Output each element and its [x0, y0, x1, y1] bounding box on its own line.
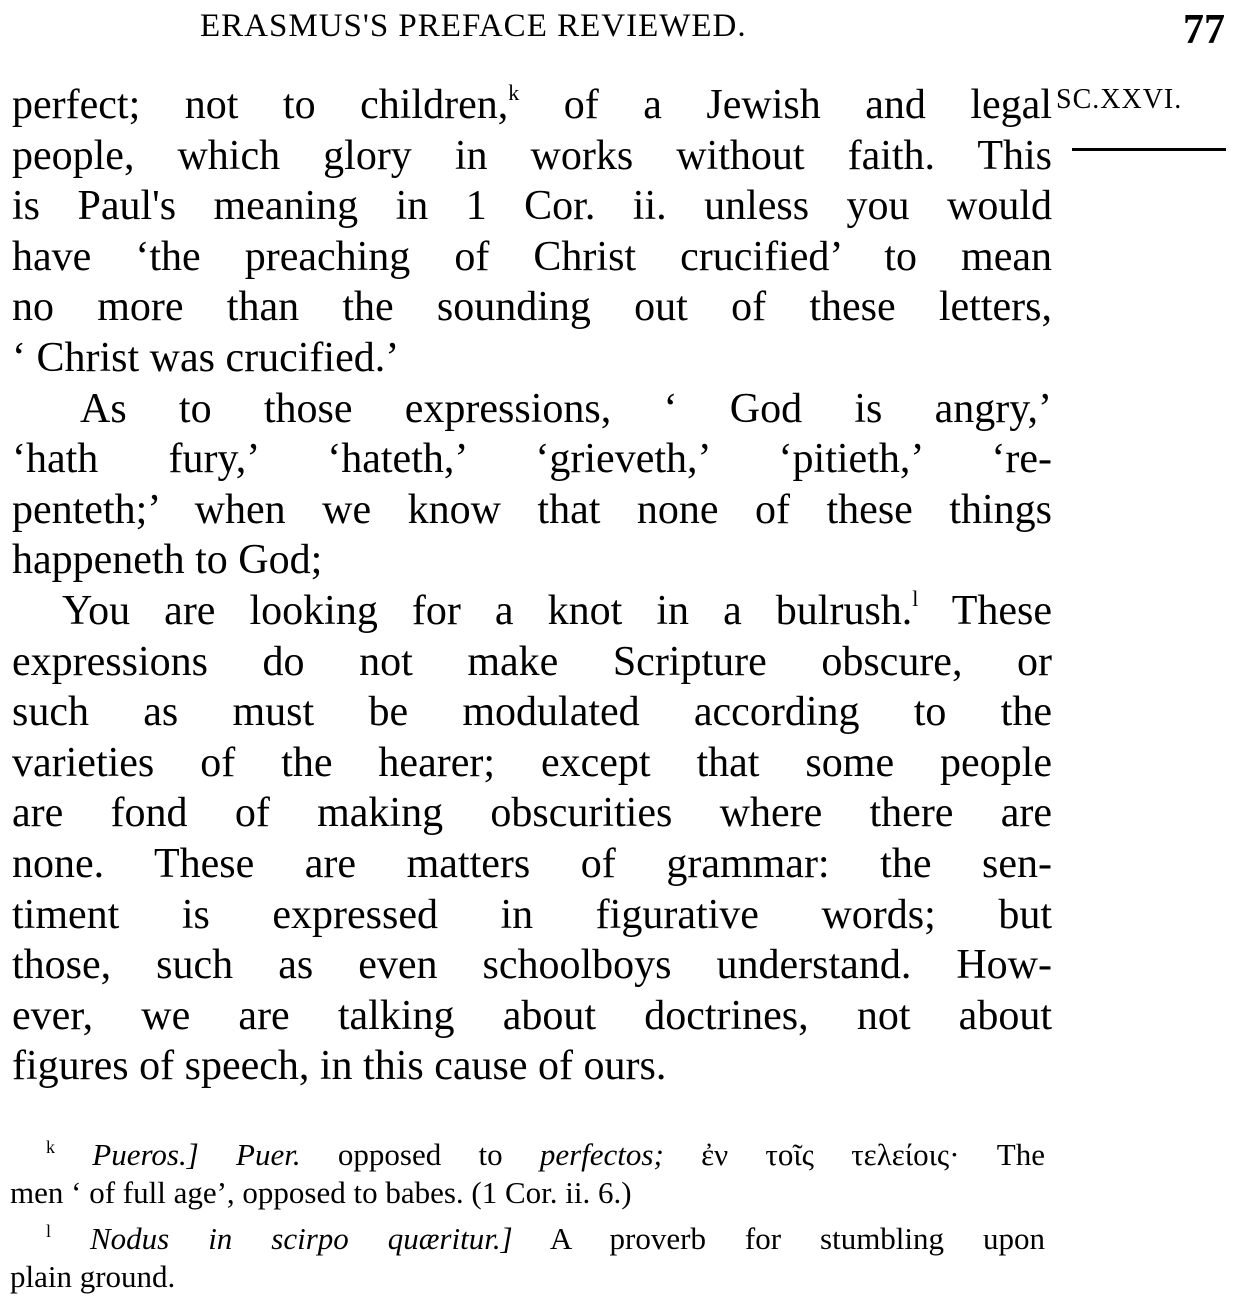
footnote-ref-l: l	[912, 585, 919, 611]
text-line	[12, 586, 1052, 637]
text-line: expressions do not make Scripture obscure, or	[12, 638, 1052, 685]
text-segment: of a Jewish and legal	[519, 82, 1052, 128]
footnote-italic: perfectos;	[539, 1137, 664, 1172]
text-line: ‘hath fury,’ ‘hateth,’ ‘grieveth,’ ‘pitieth,’ ‘re-	[12, 436, 1052, 483]
footnote-l	[10, 1220, 1045, 1258]
footnote-lemma: Puer.	[236, 1137, 301, 1172]
text-line: have ‘the preaching of Christ crucified’ to mean	[12, 233, 1052, 280]
footnote-greek: ἐν τοῖς τελείοις·	[663, 1137, 960, 1172]
footnote-ref-k: k	[508, 80, 520, 105]
text-line: ever, we are talking about doctrines, not about	[12, 992, 1052, 1039]
footnote-text: The	[959, 1137, 1045, 1172]
running-title: ERASMUS'S PREFACE REVIEWED.	[200, 8, 747, 44]
text-segment: You are looking for a knot in a bulrush.	[62, 587, 913, 634]
footnotes	[10, 1136, 1045, 1296]
text-line: varieties of the hearer; except that some people	[12, 739, 1052, 786]
footnote-lemma: Pueros.]	[92, 1137, 199, 1172]
text-line: no more than the sounding out of these letters,	[12, 284, 1052, 331]
text-line: penteth;’ when we know that none of these things	[12, 486, 1052, 533]
footnote-text: A proverb for stumbling upon	[512, 1221, 1045, 1256]
section-side-note: SC.XXVI.	[1056, 84, 1183, 115]
footnote-mark: k	[46, 1137, 55, 1157]
text-line: such as must be modulated according to the	[12, 689, 1052, 736]
text-line: people, which glory in works without faith. This	[12, 132, 1052, 179]
text-segment: These	[918, 587, 1053, 634]
text-line: is Paul's meaning in 1 Cor. ii. unless you would	[12, 183, 1052, 230]
page-number: 77	[1183, 7, 1225, 53]
footnote-mark: l	[46, 1221, 52, 1241]
text-line: As to those expressions, ‘ God is angry,’	[80, 385, 1052, 432]
text-line: are fond of making obscurities where there are	[12, 790, 1052, 837]
side-note-rule	[1072, 148, 1226, 151]
text-line: figures of speech, in this cause of ours.	[12, 1043, 667, 1090]
footnote-l-line2: plain ground.	[10, 1259, 176, 1294]
body-text	[12, 80, 1052, 1092]
text-line: none. These are matters of grammar: the sen-	[12, 840, 1052, 887]
footnote-k-line2: men ‘ of full age’, opposed to babes. (1 Cor. ii. 6.)	[10, 1175, 632, 1210]
footnote-lemma: Nodus in scirpo quærit​ur.]	[89, 1221, 513, 1256]
text-line: those, such as even schoolboys understand. How-	[12, 942, 1052, 989]
text-line: timent is expressed in figurative words; but	[12, 891, 1052, 938]
text-line: ‘ Christ was crucified.’	[12, 334, 400, 381]
text-line: happeneth to God;	[12, 537, 323, 584]
text-line	[12, 80, 1052, 131]
footnote-k	[10, 1136, 1045, 1174]
footnote-text: opposed to	[300, 1137, 540, 1172]
text-segment: perfect; not to children,	[12, 82, 509, 128]
